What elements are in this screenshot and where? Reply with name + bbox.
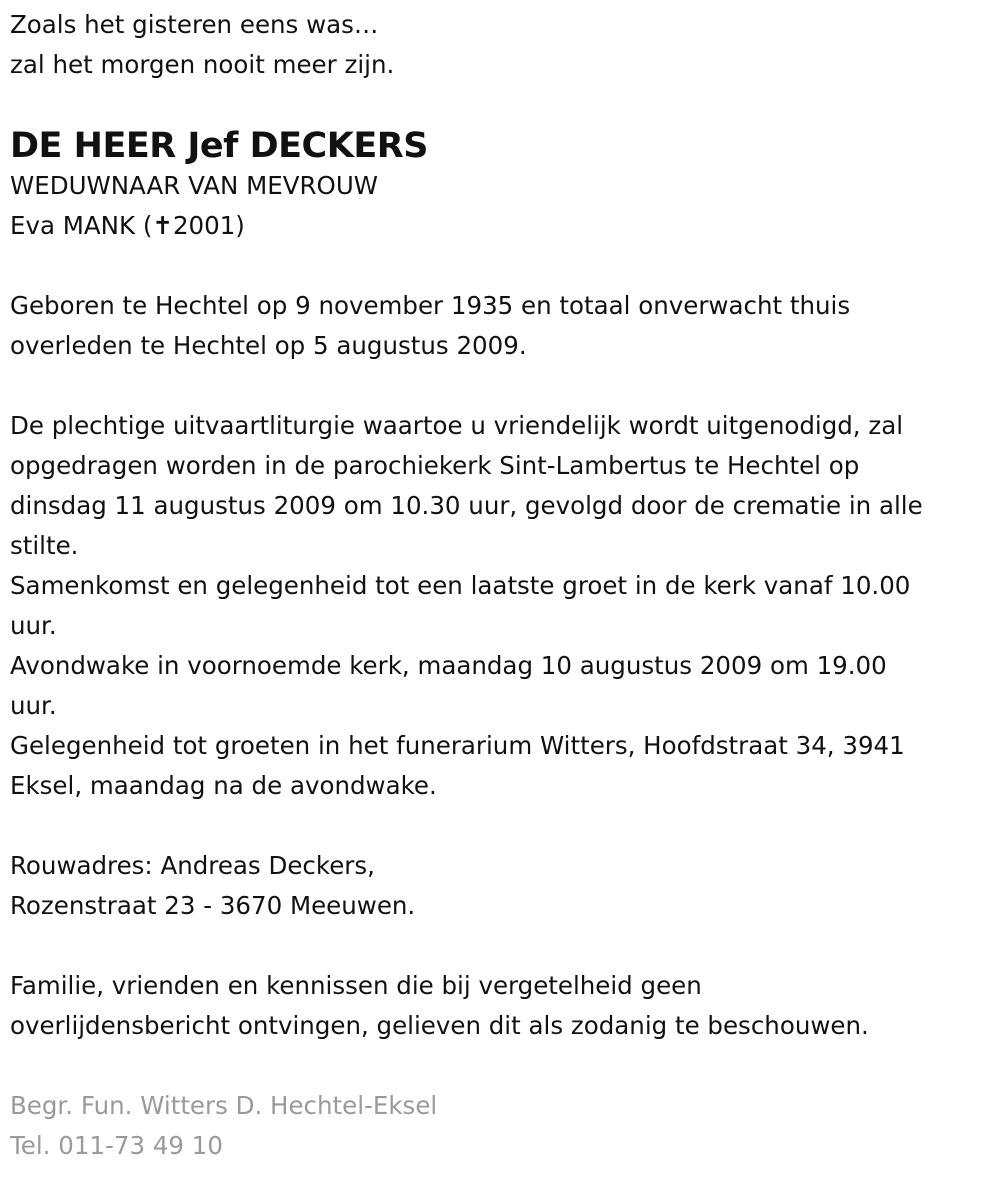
- ceremony-line: De plechtige uitvaartliturgie waartoe u vriendelijk wordt uitgenodigd, zal: [10, 411, 904, 440]
- spacer: [10, 1046, 995, 1086]
- spacer: [10, 926, 995, 966]
- ceremony-line: Gelegenheid tot groeten in het funerarium Witters, Hoofdstraat 34, 3941: [10, 731, 905, 760]
- motto-line-2: zal het morgen nooit meer zijn.: [10, 50, 395, 79]
- birth-death-line-1: Geboren te Hechtel op 9 november 1935 en totaal onverwacht thuis: [10, 291, 851, 320]
- mourning-address-line-1: Rouwadres: Andreas Deckers,: [10, 851, 375, 880]
- motto-line-1: Zoals het gisteren eens was…: [10, 10, 379, 39]
- spacer: [10, 366, 995, 406]
- ceremony-line: Samenkomst en gelegenheid tot een laatste groet in de kerk vanaf 10.00: [10, 571, 911, 600]
- ceremony-line: dinsdag 11 augustus 2009 om 10.30 uur, gevolgd door de crematie in alle: [10, 491, 923, 520]
- deceased-name: DE HEER Jef DECKERS: [10, 126, 428, 166]
- spacer: [10, 806, 995, 846]
- undertaker-name: Begr. Fun. Witters D. Hechtel-Eksel: [10, 1091, 438, 1120]
- mourning-address-line-2: Rozenstraat 23 - 3670 Meeuwen.: [10, 891, 416, 920]
- spacer: [10, 246, 995, 286]
- notice-line-2: overlijdensbericht ontvingen, gelieven dit als zodanig te beschouwen.: [10, 1011, 869, 1040]
- undertaker-phone: Tel. 011-73 49 10: [10, 1131, 223, 1160]
- obituary-notice: [10, 5, 995, 1166]
- ceremony-line: Eksel, maandag na de avondwake.: [10, 771, 437, 800]
- notice-line-1: Familie, vrienden en kennissen die bij vergetelheid geen: [10, 971, 702, 1000]
- ceremony-line: uur.: [10, 611, 57, 640]
- birth-death-line-2: overleden te Hechtel op 5 augustus 2009.: [10, 331, 527, 360]
- deceased-spouse: Eva MANK (✝2001): [10, 211, 245, 240]
- ceremony-line: stilte.: [10, 531, 79, 560]
- ceremony-line: uur.: [10, 691, 57, 720]
- deceased-relation: WEDUWNAAR VAN MEVROUW: [10, 171, 378, 200]
- ceremony-line: opgedragen worden in de parochiekerk Sint-Lambertus te Hechtel op: [10, 451, 860, 480]
- ceremony-line: Avondwake in voornoemde kerk, maandag 10 augustus 2009 om 19.00: [10, 651, 887, 680]
